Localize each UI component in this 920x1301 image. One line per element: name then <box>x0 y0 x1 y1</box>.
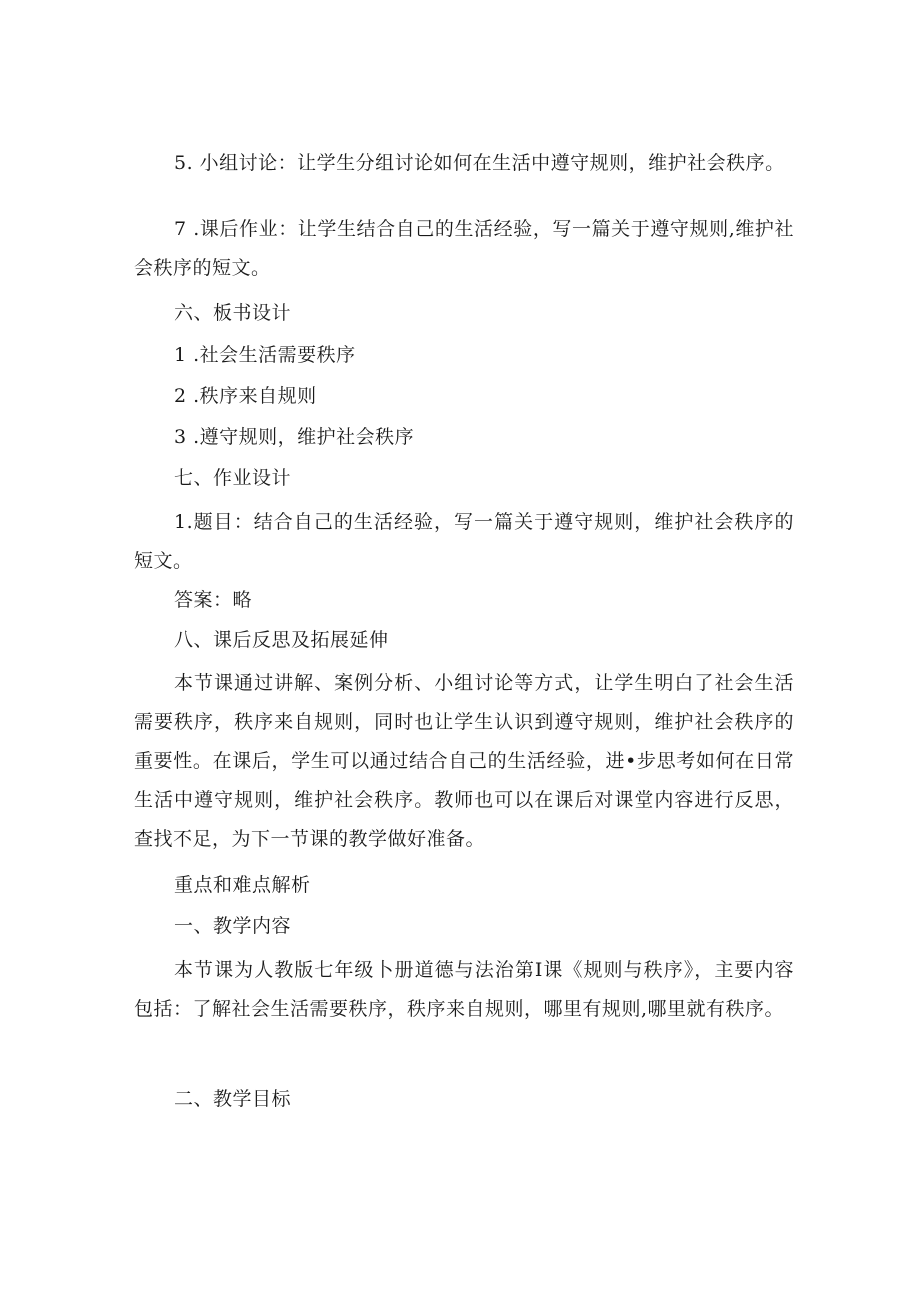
heading-assignment-design: 七、作业设计 <box>174 467 292 489</box>
paragraph-assignment-question: 1.题目：结合自己的生活经验，写一篇关于遵守规则，维护社会秩序的短文。 <box>134 511 794 572</box>
assignment-answer: 答案：略 <box>174 589 253 611</box>
board-item-1: 1 .社会生活需要秩序 <box>174 344 356 366</box>
paragraph-reflection: 本节课通过讲解、案例分析、小组讨论等方式，让学生明白了社会生活需要秩序，秩序来自规则，同时也让学生认识到遵守规则，维护社会秩序的重要性。在课后，学生可以通过结合自己的生活经验，进•步思考如何在日常生活中遵守规则，维护社会秩序。教师也可以在课后对课堂内容进行反思，查找不足，为下一节课的教学做好准备。 <box>134 672 794 850</box>
paragraph-homework: 7 .课后作业：让学生结合自己的生活经验，写一篇关于遵守规则,维护社会秩序的短文。 <box>134 218 794 279</box>
paragraph-teaching-content: 本节课为人教版七年级卜册道德与法治第I课《规则与秩序》，主要内容包括：了解社会生活需要秩序，秩序来自规则，哪里有规则,哪里就有秩序。 <box>134 959 794 1020</box>
paragraph-group-discussion: 5. 小组讨论：让学生分组讨论如何在生活中遵守规则，维护社会秩序。 <box>174 152 785 174</box>
heading-teaching-goals: 二、教学目标 <box>174 1088 292 1110</box>
heading-teaching-content: 一、教学内容 <box>174 915 292 937</box>
heading-board-design: 六、板书设计 <box>174 302 292 324</box>
heading-key-points: 重点和难点解析 <box>174 874 311 896</box>
heading-reflection: 八、课后反思及拓展延伸 <box>174 629 389 651</box>
board-item-2: 2 .秩序来自规则 <box>174 385 317 407</box>
board-item-3: 3 .遵守规则，维护社会秩序 <box>174 426 415 448</box>
